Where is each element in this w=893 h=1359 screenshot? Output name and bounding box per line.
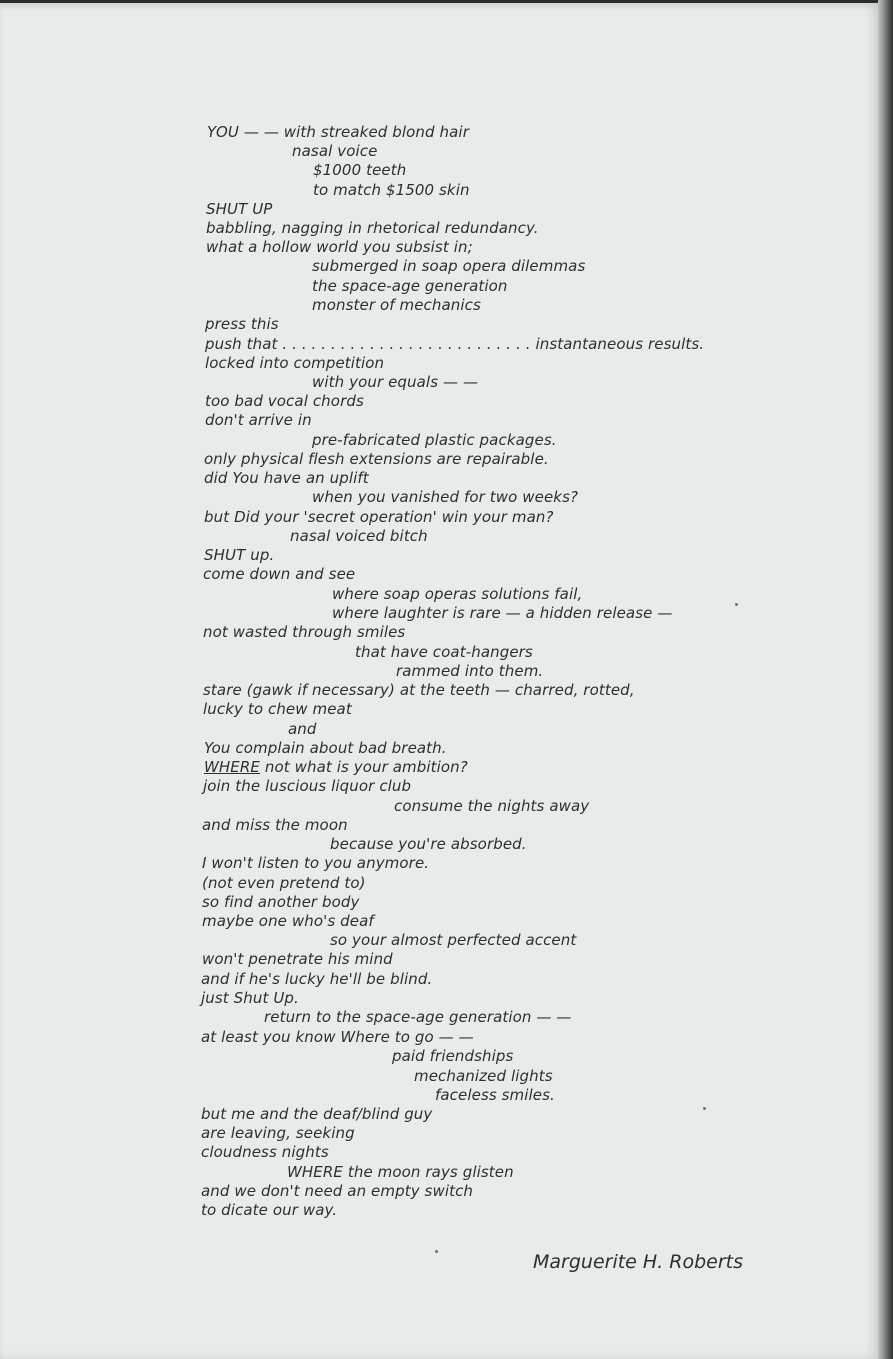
- line-text: just Shut Up.: [201, 989, 299, 1007]
- line-text: where soap operas solutions fail,: [332, 585, 583, 603]
- paper-speck: [435, 1250, 438, 1253]
- poem-line: [201, 1028, 474, 1046]
- poem-line: [313, 181, 470, 199]
- line-text: are leaving, seeking: [201, 1124, 355, 1142]
- poem-line: [287, 1163, 514, 1181]
- line-text: to dicate our way.: [201, 1201, 338, 1219]
- line-text: (not even pretend to): [202, 874, 366, 892]
- line-text: because you're absorbed.: [330, 835, 527, 853]
- poem-line: [203, 623, 405, 641]
- poem-line: [414, 1067, 553, 1085]
- poem-line: [205, 392, 364, 410]
- line-text: mechanized lights: [414, 1067, 553, 1085]
- line-text: nasal voice: [292, 142, 378, 160]
- poem-line: [203, 777, 411, 795]
- paper-speck: [735, 603, 738, 606]
- line-text: monster of mechanics: [312, 296, 481, 314]
- poem-line: [207, 123, 469, 141]
- paper-page: [0, 3, 878, 1359]
- poem-line: [205, 411, 312, 429]
- line-text: where laughter is rare — a hidden release —: [332, 604, 673, 622]
- line-text: not what is your ambition?: [260, 758, 468, 776]
- poem-line: [201, 989, 299, 1007]
- line-text: nasal voiced bitch: [290, 527, 428, 545]
- poem-line: [201, 1105, 432, 1123]
- line-text: that have coat-hangers: [355, 643, 533, 661]
- line-text: so your almost perfected accent: [330, 931, 577, 949]
- paper-speck: [703, 1107, 706, 1110]
- poem-line: [264, 1008, 571, 1026]
- line-text: return to the space-age generation — —: [264, 1008, 572, 1026]
- underlined-word: WHERE: [204, 758, 260, 776]
- poem-line: [205, 335, 704, 353]
- line-text: YOU — — with streaked blond hair: [207, 123, 469, 141]
- poem-line: [205, 315, 279, 333]
- line-text: when you vanished for two weeks?: [312, 488, 579, 506]
- poem-line: [292, 142, 377, 160]
- page-binding-edge: [878, 0, 893, 1359]
- poem-line: [203, 565, 355, 583]
- line-text: what a hollow world you subsist in;: [206, 238, 473, 256]
- poem-line: [201, 1182, 473, 1200]
- poem-line: [290, 527, 428, 545]
- line-text: locked into competition: [205, 354, 385, 372]
- poem-line: [288, 720, 317, 738]
- line-text: the space-age generation: [312, 277, 508, 295]
- line-text: to match $1500 skin: [313, 181, 470, 199]
- poem-line: [330, 835, 527, 853]
- poem-line: [202, 854, 429, 872]
- poem-line: [332, 585, 582, 603]
- line-text: babbling, nagging in rhetorical redundancy.: [206, 219, 539, 237]
- line-text: with your equals — —: [312, 373, 479, 391]
- line-text: push that . . . . . . . . . . . . . . . . . . . . . . . . . . instantaneous results.: [205, 335, 705, 353]
- line-text: You complain about bad breath.: [204, 739, 447, 757]
- poem-line: [330, 931, 576, 949]
- poem-line: [312, 257, 585, 275]
- poem-line: [204, 546, 274, 564]
- line-text: I won't listen to you anymore.: [202, 854, 430, 872]
- line-text: cloudness nights: [201, 1143, 329, 1161]
- line-text: only physical flesh extensions are repairable.: [204, 450, 549, 468]
- poem-line: [202, 950, 393, 968]
- poem-line: [206, 200, 272, 218]
- poem-line: [204, 739, 447, 757]
- poem-line: [204, 450, 549, 468]
- line-text: and miss the moon: [202, 816, 348, 834]
- poem-line: [202, 816, 348, 834]
- line-text: won't penetrate his mind: [202, 950, 393, 968]
- poem-line: [201, 970, 432, 988]
- poem-line: [355, 643, 533, 661]
- line-text: stare (gawk if necessary) at the teeth — charred, rotted,: [203, 681, 635, 699]
- poem-line: [201, 1143, 329, 1161]
- line-text: but me and the deaf/blind guy: [201, 1105, 433, 1123]
- poem-line: [435, 1086, 555, 1104]
- line-text: SHUT UP: [206, 200, 273, 218]
- poem-line: [203, 681, 635, 699]
- poem-line: [312, 488, 578, 506]
- poem-line: [205, 354, 384, 372]
- poem-line: [394, 797, 589, 815]
- line-text: paid friendships: [392, 1047, 514, 1065]
- line-text: not wasted through smiles: [203, 623, 406, 641]
- poem-line: [204, 469, 369, 487]
- poem-line: [312, 431, 557, 449]
- line-text: and if he's lucky he'll be blind.: [201, 970, 433, 988]
- line-text: faceless smiles.: [435, 1086, 555, 1104]
- poem-line: [312, 373, 478, 391]
- poem-line: [206, 219, 539, 237]
- line-text: don't arrive in: [205, 411, 312, 429]
- line-text: pre-fabricated plastic packages.: [312, 431, 557, 449]
- author-signature: Marguerite H. Roberts: [533, 1251, 744, 1273]
- line-text: WHERE the moon rays glisten: [287, 1163, 514, 1181]
- line-text: at least you know Where to go — —: [201, 1028, 474, 1046]
- poem-line: [206, 238, 473, 256]
- poem-line: [203, 700, 352, 718]
- line-text: and we don't need an empty switch: [201, 1182, 474, 1200]
- line-text: rammed into them.: [396, 662, 544, 680]
- poem-line: [204, 758, 468, 776]
- poem-line: [202, 874, 366, 892]
- poem-line: [312, 277, 508, 295]
- poem-body: [0, 3, 878, 1359]
- line-text: so find another body: [202, 893, 360, 911]
- line-text: join the luscious liquor club: [203, 777, 412, 795]
- line-text: but Did your 'secret operation' win your man?: [204, 508, 554, 526]
- poem-line: [313, 161, 406, 179]
- line-text: and: [288, 720, 317, 738]
- line-text: too bad vocal chords: [205, 392, 364, 410]
- line-text: maybe one who's deaf: [202, 912, 374, 930]
- line-text: submerged in soap opera dilemmas: [312, 257, 586, 275]
- line-text: SHUT up.: [204, 546, 275, 564]
- poem-line: [396, 662, 543, 680]
- line-text: lucky to chew meat: [203, 700, 352, 718]
- poem-line: [202, 912, 374, 930]
- poem-line: [312, 296, 481, 314]
- line-text: did You have an uplift: [204, 469, 369, 487]
- line-text: consume the nights away: [394, 797, 590, 815]
- poem-line: [202, 893, 360, 911]
- line-text: $1000 teeth: [313, 161, 407, 179]
- poem-line: [204, 508, 554, 526]
- line-text: press this: [205, 315, 279, 333]
- poem-line: [201, 1201, 337, 1219]
- poem-line: [201, 1124, 355, 1142]
- poem-line: [332, 604, 672, 622]
- poem-line: [392, 1047, 513, 1065]
- line-text: come down and see: [203, 565, 356, 583]
